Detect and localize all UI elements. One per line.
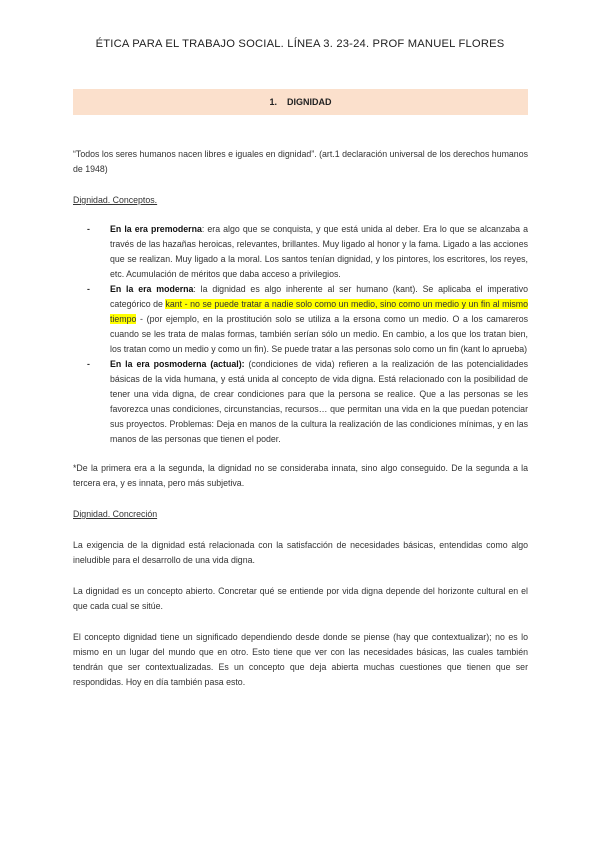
paragraph: El concepto dignidad tiene un significado dependiendo desde donde se piense (hay que contextualizar); no es lo mismo en un lugar del mundo que en otro. Esto tiene que ver con las necesidades básicas, las cuales también tendrán que ser contextualizadas. Es un concepto que deja abierta muchas cuestiones que tienen que ser respondidas. Hoy en día también pasa esto. — [73, 632, 528, 687]
paragraph: La exigencia de la dignidad está relacionada con la satisfacción de necesidades básicas, entendidas como algo ineludible para el desarrollo de una vida digna. — [73, 540, 528, 565]
era-term: En la era posmoderna (actual): — [110, 359, 245, 369]
subheading-concretion: Dignidad. Concreción — [73, 509, 158, 519]
document-body — [73, 147, 528, 690]
list-item-posmoderna — [73, 357, 528, 447]
bullet-dash: - — [87, 284, 90, 294]
document-header: ÉTICA PARA EL TRABAJO SOCIAL. LÍNEA 3. 23-24. PROF MANUEL FLORES — [95, 38, 505, 50]
highlighted-text: kant - no se puede tratar a nadie solo como un medio, sino como un medio y un fin al mismo tiempo — [110, 299, 528, 324]
list-item-premoderna — [73, 222, 528, 282]
bullet-dash: - — [87, 359, 90, 369]
section-number: 1. — [269, 97, 277, 107]
section-title: DIGNIDAD — [287, 97, 332, 107]
section-title-bar — [73, 89, 528, 115]
era-text: : era algo que se conquista, y que está unida al deber. Era lo que se alcanzaba a través de las hazañas heroicas, relevantes, brillantes. Muy ligado al honor y la fama. Ligado a las acciones que se realizan. Muy ligado a la moral. Los santos tenían dignidad, y los pintores, los escritores, los reyes, etc. Acumulación de méritos que daba acceso a privilegios. — [110, 224, 528, 279]
era-text-before: : la dignidad es algo inherente al ser humano (kant). Se aplicaba el imperativo categórico de — [110, 284, 528, 309]
paragraph: La dignidad es un concepto abierto. Concretar qué se entiende por vida digna depende del horizonte cultural en el que cada cual se sitúe. — [73, 586, 528, 611]
bullet-dash: - — [87, 224, 90, 234]
era-text-after: - (por ejemplo, en la prostitución solo se utiliza a la ersona como un medio. O a los camareros cuando se les trata de malas formas, también serían sólo un medio. En cambio, a los que los tratan bien, los tratan como un medio y como un fin). Se puede tratar a las personas solo como un fin (kant lo aprueba) — [110, 314, 528, 354]
intro-quote: “Todos los seres humanos nacen libres e iguales en dignidad”. (art.1 declaración universal de los derechos humanos de 1948) — [73, 149, 528, 174]
era-term: En la era premoderna — [110, 224, 202, 234]
eras-note: *De la primera era a la segunda, la dignidad no se consideraba innata, sino algo conseguido. De la segunda a la tercera era, y es innata, pero más subjetiva. — [73, 463, 528, 488]
subheading-concepts: Dignidad. Conceptos. — [73, 195, 158, 205]
eras-list — [73, 222, 528, 447]
era-text: (condiciones de vida) refieren a la realización de las potencialidades básicas de la vida humana, y está unida al concepto de vida digna. Está relacionado con la posibilidad de tener una vida digna, de crear condiciones para que la persona se realice. Que a las personas se les favorezca unas condiciones, circunstancias, recursos… que permitan una vida en la que puedan potenciar sus proyectos. Problemas: Deja en manos de la cultura la realización de las condiciones mínimas, y en las manos de las personas que tienen el poder. — [110, 359, 528, 444]
era-term: En la era moderna — [110, 284, 194, 294]
list-item-moderna — [73, 282, 528, 357]
